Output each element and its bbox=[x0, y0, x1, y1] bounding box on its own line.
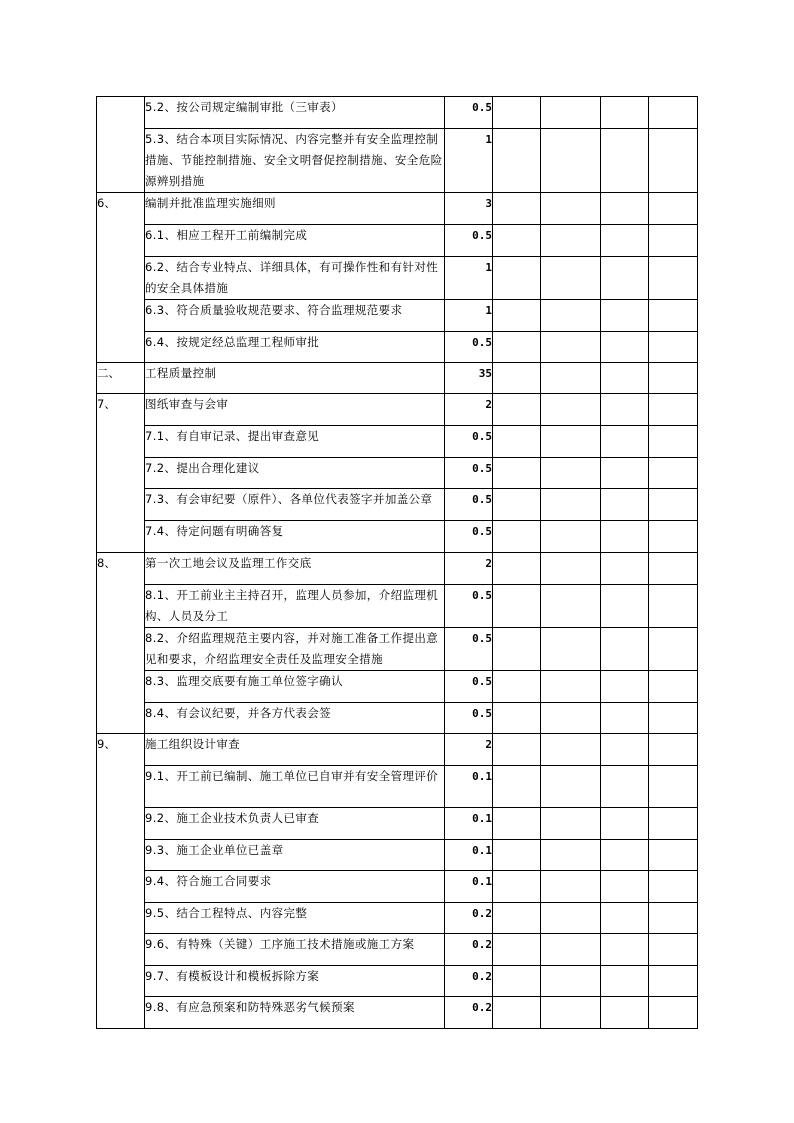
item-cell: 编制并批准监理实施细则 bbox=[145, 193, 445, 225]
blank-cell bbox=[601, 363, 649, 394]
blank-cell bbox=[541, 903, 601, 934]
score-cell: 0.2 bbox=[445, 903, 493, 934]
item-cell: 6.1、相应工程开工前编制完成 bbox=[145, 225, 445, 257]
table-row bbox=[97, 458, 698, 489]
blank-cell bbox=[493, 489, 541, 521]
item-cell: 9.5、结合工程特点、内容完整 bbox=[145, 903, 445, 934]
blank-cell bbox=[493, 394, 541, 426]
blank-cell bbox=[541, 257, 601, 300]
blank-cell bbox=[601, 628, 649, 671]
blank-cell bbox=[601, 225, 649, 257]
blank-cell bbox=[601, 840, 649, 871]
blank-cell bbox=[601, 671, 649, 703]
blank-cell bbox=[601, 997, 649, 1029]
table-row bbox=[97, 394, 698, 426]
blank-cell bbox=[493, 934, 541, 966]
blank-cell bbox=[541, 363, 601, 394]
blank-cell bbox=[649, 553, 698, 585]
blank-cell bbox=[649, 766, 698, 808]
item-cell: 施工组织设计审查 bbox=[145, 734, 445, 766]
item-cell: 8.2、介绍监理规范主要内容，并对施工准备工作提出意见和要求，介绍监理安全责任及监理安全措施 bbox=[145, 628, 445, 671]
blank-cell bbox=[649, 934, 698, 966]
blank-cell bbox=[541, 225, 601, 257]
score-cell: 0.5 bbox=[445, 97, 493, 129]
blank-cell bbox=[493, 129, 541, 193]
blank-cell bbox=[601, 734, 649, 766]
row-number-cell: 9、 bbox=[97, 734, 145, 1029]
table-row bbox=[97, 671, 698, 703]
item-cell: 9.8、有应急预案和防特殊恶劣气候预案 bbox=[145, 997, 445, 1029]
blank-cell bbox=[649, 703, 698, 734]
blank-cell bbox=[493, 966, 541, 997]
blank-cell bbox=[649, 966, 698, 997]
score-cell: 0.5 bbox=[445, 521, 493, 553]
score-cell: 0.5 bbox=[445, 332, 493, 363]
table-row bbox=[97, 628, 698, 671]
blank-cell bbox=[541, 671, 601, 703]
blank-cell bbox=[649, 489, 698, 521]
blank-cell bbox=[649, 671, 698, 703]
item-cell: 图纸审查与会审 bbox=[145, 394, 445, 426]
score-cell: 0.5 bbox=[445, 628, 493, 671]
row-number-cell bbox=[97, 97, 145, 193]
score-cell: 0.5 bbox=[445, 225, 493, 257]
blank-cell bbox=[601, 934, 649, 966]
blank-cell bbox=[649, 426, 698, 458]
item-cell: 8.1、开工前业主主持召开，监理人员参加，介绍监理机构、人员及分工 bbox=[145, 585, 445, 628]
score-cell: 0.1 bbox=[445, 871, 493, 903]
score-cell: 0.5 bbox=[445, 426, 493, 458]
blank-cell bbox=[541, 553, 601, 585]
blank-cell bbox=[649, 394, 698, 426]
blank-cell bbox=[493, 521, 541, 553]
blank-cell bbox=[493, 193, 541, 225]
blank-cell bbox=[493, 734, 541, 766]
score-cell: 0.1 bbox=[445, 840, 493, 871]
score-cell: 0.5 bbox=[445, 489, 493, 521]
evaluation-table bbox=[96, 96, 698, 1029]
score-cell: 0.2 bbox=[445, 997, 493, 1029]
score-cell: 0.5 bbox=[445, 585, 493, 628]
item-cell: 9.1、开工前已编制、施工单位已自审并有安全管理评价 bbox=[145, 766, 445, 808]
blank-cell bbox=[493, 871, 541, 903]
item-cell: 7.2、提出合理化建议 bbox=[145, 458, 445, 489]
blank-cell bbox=[493, 903, 541, 934]
score-cell: 35 bbox=[445, 363, 493, 394]
item-cell: 7.1、有自审记录、提出审查意见 bbox=[145, 426, 445, 458]
blank-cell bbox=[541, 934, 601, 966]
blank-cell bbox=[541, 734, 601, 766]
blank-cell bbox=[601, 766, 649, 808]
blank-cell bbox=[493, 332, 541, 363]
item-cell: 8.4、有会议纪要，并各方代表会签 bbox=[145, 703, 445, 734]
table-row bbox=[97, 225, 698, 257]
score-cell: 0.5 bbox=[445, 703, 493, 734]
blank-cell bbox=[493, 703, 541, 734]
blank-cell bbox=[649, 193, 698, 225]
blank-cell bbox=[493, 300, 541, 332]
row-number-cell: 7、 bbox=[97, 394, 145, 553]
blank-cell bbox=[649, 332, 698, 363]
blank-cell bbox=[601, 521, 649, 553]
table-row bbox=[97, 129, 698, 193]
blank-cell bbox=[493, 997, 541, 1029]
blank-cell bbox=[601, 808, 649, 840]
blank-cell bbox=[601, 394, 649, 426]
table-row bbox=[97, 363, 698, 394]
blank-cell bbox=[601, 966, 649, 997]
table-row bbox=[97, 840, 698, 871]
blank-cell bbox=[649, 363, 698, 394]
blank-cell bbox=[649, 585, 698, 628]
blank-cell bbox=[601, 458, 649, 489]
blank-cell bbox=[649, 225, 698, 257]
score-cell: 2 bbox=[445, 394, 493, 426]
item-cell: 7.3、有会审纪要（原件）、各单位代表签字并加盖公章 bbox=[145, 489, 445, 521]
score-cell: 0.2 bbox=[445, 966, 493, 997]
blank-cell bbox=[541, 97, 601, 129]
item-cell: 8.3、监理交底要有施工单位签字确认 bbox=[145, 671, 445, 703]
table-row bbox=[97, 871, 698, 903]
score-cell: 1 bbox=[445, 257, 493, 300]
item-cell: 5.3、结合本项目实际情况、内容完整并有安全监理控制措施、节能控制措施、安全文明督促控制措施、安全危险源辨别措施 bbox=[145, 129, 445, 193]
table-row bbox=[97, 766, 698, 808]
blank-cell bbox=[649, 458, 698, 489]
blank-cell bbox=[493, 808, 541, 840]
blank-cell bbox=[541, 332, 601, 363]
table-row bbox=[97, 257, 698, 300]
blank-cell bbox=[601, 903, 649, 934]
item-cell: 7.4、待定问题有明确答复 bbox=[145, 521, 445, 553]
blank-cell bbox=[493, 458, 541, 489]
item-cell: 9.2、施工企业技术负责人已审查 bbox=[145, 808, 445, 840]
score-cell: 0.2 bbox=[445, 934, 493, 966]
blank-cell bbox=[541, 585, 601, 628]
blank-cell bbox=[601, 257, 649, 300]
blank-cell bbox=[541, 426, 601, 458]
item-cell: 第一次工地会议及监理工作交底 bbox=[145, 553, 445, 585]
blank-cell bbox=[541, 966, 601, 997]
table-row bbox=[97, 521, 698, 553]
score-cell: 2 bbox=[445, 553, 493, 585]
item-cell: 9.3、施工企业单位已盖章 bbox=[145, 840, 445, 871]
blank-cell bbox=[493, 225, 541, 257]
score-cell: 0.1 bbox=[445, 766, 493, 808]
score-cell: 0.1 bbox=[445, 808, 493, 840]
blank-cell bbox=[649, 257, 698, 300]
blank-cell bbox=[601, 871, 649, 903]
score-cell: 3 bbox=[445, 193, 493, 225]
blank-cell bbox=[493, 671, 541, 703]
score-cell: 0.5 bbox=[445, 671, 493, 703]
blank-cell bbox=[541, 766, 601, 808]
table-row bbox=[97, 300, 698, 332]
row-number-cell: 8、 bbox=[97, 553, 145, 734]
blank-cell bbox=[601, 332, 649, 363]
blank-cell bbox=[493, 363, 541, 394]
blank-cell bbox=[541, 871, 601, 903]
blank-cell bbox=[601, 97, 649, 129]
score-cell: 1 bbox=[445, 129, 493, 193]
table-row bbox=[97, 966, 698, 997]
blank-cell bbox=[601, 553, 649, 585]
blank-cell bbox=[541, 521, 601, 553]
blank-cell bbox=[541, 129, 601, 193]
blank-cell bbox=[649, 840, 698, 871]
blank-cell bbox=[649, 871, 698, 903]
blank-cell bbox=[541, 997, 601, 1029]
table-row bbox=[97, 553, 698, 585]
blank-cell bbox=[541, 840, 601, 871]
blank-cell bbox=[601, 489, 649, 521]
blank-cell bbox=[601, 426, 649, 458]
blank-cell bbox=[601, 300, 649, 332]
item-cell: 6.3、符合质量验收规范要求、符合监理规范要求 bbox=[145, 300, 445, 332]
item-cell: 9.4、符合施工合同要求 bbox=[145, 871, 445, 903]
table-row bbox=[97, 734, 698, 766]
blank-cell bbox=[493, 257, 541, 300]
score-cell: 0.5 bbox=[445, 458, 493, 489]
blank-cell bbox=[601, 193, 649, 225]
table-row bbox=[97, 997, 698, 1029]
table-row bbox=[97, 703, 698, 734]
blank-cell bbox=[601, 585, 649, 628]
blank-cell bbox=[649, 628, 698, 671]
row-number-cell: 6、 bbox=[97, 193, 145, 363]
blank-cell bbox=[649, 97, 698, 129]
blank-cell bbox=[649, 903, 698, 934]
blank-cell bbox=[649, 734, 698, 766]
item-cell: 9.6、有特殊（关键）工序施工技术措施或施工方案 bbox=[145, 934, 445, 966]
blank-cell bbox=[649, 997, 698, 1029]
table-row bbox=[97, 97, 698, 129]
score-cell: 2 bbox=[445, 734, 493, 766]
blank-cell bbox=[541, 300, 601, 332]
table-row bbox=[97, 426, 698, 458]
blank-cell bbox=[541, 808, 601, 840]
item-cell: 6.4、按规定经总监理工程师审批 bbox=[145, 332, 445, 363]
blank-cell bbox=[493, 553, 541, 585]
table-row bbox=[97, 489, 698, 521]
table-row bbox=[97, 903, 698, 934]
table-row bbox=[97, 808, 698, 840]
blank-cell bbox=[493, 97, 541, 129]
blank-cell bbox=[493, 426, 541, 458]
blank-cell bbox=[601, 129, 649, 193]
blank-cell bbox=[493, 628, 541, 671]
blank-cell bbox=[649, 300, 698, 332]
table-row bbox=[97, 934, 698, 966]
table-row bbox=[97, 585, 698, 628]
blank-cell bbox=[601, 703, 649, 734]
blank-cell bbox=[541, 489, 601, 521]
blank-cell bbox=[541, 193, 601, 225]
blank-cell bbox=[541, 628, 601, 671]
item-cell: 6.2、结合专业特点、详细具体，有可操作性和有针对性的安全具体措施 bbox=[145, 257, 445, 300]
row-number-cell: 二、 bbox=[97, 363, 145, 394]
score-cell: 1 bbox=[445, 300, 493, 332]
blank-cell bbox=[649, 521, 698, 553]
blank-cell bbox=[541, 703, 601, 734]
blank-cell bbox=[541, 394, 601, 426]
blank-cell bbox=[649, 808, 698, 840]
item-cell: 工程质量控制 bbox=[145, 363, 445, 394]
blank-cell bbox=[541, 458, 601, 489]
item-cell: 5.2、按公司规定编制审批（三审表） bbox=[145, 97, 445, 129]
blank-cell bbox=[649, 129, 698, 193]
blank-cell bbox=[493, 766, 541, 808]
blank-cell bbox=[493, 840, 541, 871]
table-row bbox=[97, 332, 698, 363]
item-cell: 9.7、有模板设计和模板拆除方案 bbox=[145, 966, 445, 997]
table-row bbox=[97, 193, 698, 225]
blank-cell bbox=[493, 585, 541, 628]
